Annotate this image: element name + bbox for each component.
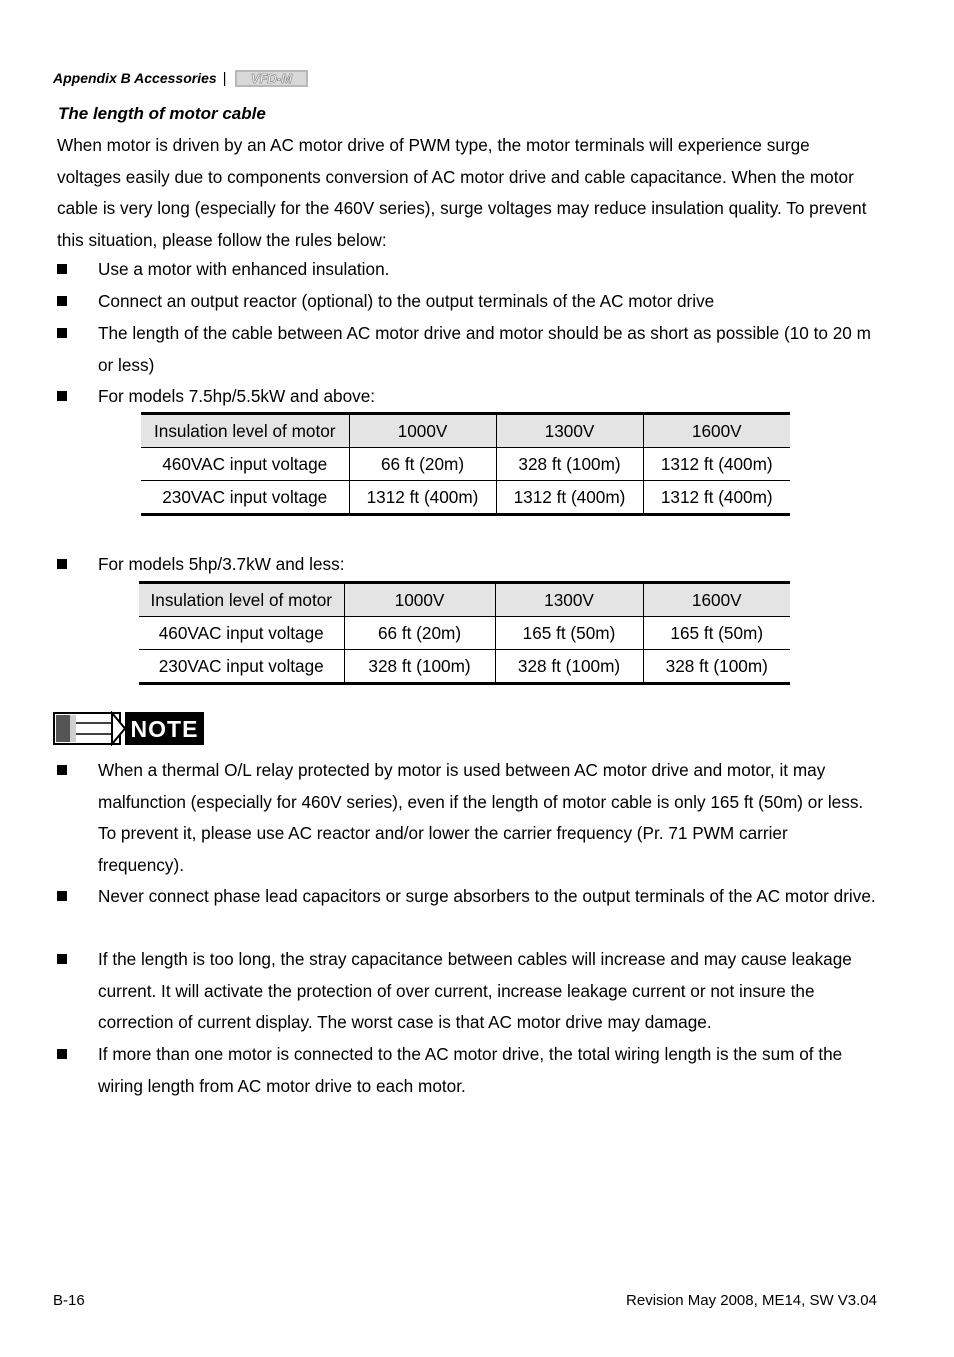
- table-cell: 328 ft (100m): [496, 448, 643, 481]
- page-header: [53, 67, 308, 89]
- bullet-square-icon: [57, 264, 67, 274]
- cable-length-table-large-models: [141, 412, 790, 516]
- bullet-square-icon: [57, 891, 67, 901]
- bullet-square-icon: [57, 296, 67, 306]
- list-item: [57, 318, 877, 381]
- table-cell: 230VAC input voltage: [139, 650, 344, 684]
- bullet-square-icon: [57, 391, 67, 401]
- table-cell: 1312 ft (400m): [643, 481, 790, 515]
- table-header-cell: 1600V: [643, 583, 790, 617]
- table-cell: 165 ft (50m): [643, 617, 790, 650]
- table-header-cell: 1600V: [643, 414, 790, 448]
- table-cell: 328 ft (100m): [344, 650, 495, 684]
- list-item: [57, 286, 877, 318]
- list-item: [57, 254, 877, 286]
- note-item-text: When a thermal O/L relay protected by motor is used between AC motor drive and motor, it may malfunction (especially for 460V series), even if the length of motor cable is only 165 ft (50m) or less. To prevent it, please use AC reactor and/or lower the carrier frequency (Pr. 71 PWM carrier frequency).: [98, 760, 864, 875]
- intro-paragraph: When motor is driven by an AC motor drive of PWM type, the motor terminals will experience surge voltages easily due to components conversion of AC motor drive and cable capacitance. When the motor cable is very long (especially for the 460V series), surge voltages may reduce insulation quality. To prevent this situation, please follow the rules below:: [57, 135, 867, 250]
- table-cell: 460VAC input voltage: [139, 617, 344, 650]
- note-item-text: If the length is too long, the stray capacitance between cables will increase and may cause leakage current. It will activate the protection of over current, increase leakage current or not insure the correction of current display. The worst case is that AC motor drive may damage.: [98, 949, 852, 1032]
- list-item-text: Connect an output reactor (optional) to the output terminals of the AC motor drive: [98, 291, 715, 311]
- list-item: [57, 549, 877, 581]
- table-cell: 328 ft (100m): [643, 650, 790, 684]
- header-separator: |: [222, 69, 227, 87]
- revision-info: Revision May 2008, ME14, SW V3.04: [626, 1292, 877, 1309]
- note-item: [57, 944, 877, 1039]
- table-cell: 66 ft (20m): [349, 448, 496, 481]
- table-header-cell: 1000V: [349, 414, 496, 448]
- table-row: [141, 448, 790, 481]
- note-pencil-icon: [53, 711, 205, 746]
- table-cell: 328 ft (100m): [495, 650, 643, 684]
- bullet-square-icon: [57, 1049, 67, 1059]
- list-item-text: For models 5hp/3.7kW and less:: [98, 554, 345, 574]
- table-header-row: [141, 414, 790, 448]
- bullet-square-icon: [57, 559, 67, 569]
- note-item: [57, 881, 877, 913]
- table-header-cell: 1300V: [495, 583, 643, 617]
- note-item: [57, 1039, 877, 1102]
- note-item: [57, 755, 877, 881]
- bullet-square-icon: [57, 765, 67, 775]
- table-cell: 1312 ft (400m): [643, 448, 790, 481]
- table-cell: 66 ft (20m): [344, 617, 495, 650]
- svg-text:VFD-M: VFD-M: [250, 70, 292, 86]
- page-number: B-16: [53, 1292, 85, 1309]
- table-cell: 1312 ft (400m): [349, 481, 496, 515]
- table-row: [139, 617, 790, 650]
- header-section: Appendix B Accessories: [53, 70, 217, 86]
- table-cell: 1312 ft (400m): [496, 481, 643, 515]
- note-item-text: Never connect phase lead capacitors or surge absorbers to the output terminals of the AC motor drive.: [98, 886, 876, 906]
- list-item-text: For models 7.5hp/5.5kW and above:: [98, 386, 376, 406]
- table-header-cell: Insulation level of motor: [141, 414, 349, 448]
- bullet-square-icon: [57, 328, 67, 338]
- svg-text:NOTE: NOTE: [130, 716, 199, 742]
- table-header-row: [139, 583, 790, 617]
- list-item-text: Use a motor with enhanced insulation.: [98, 259, 390, 279]
- list-item-text: The length of the cable between AC motor drive and motor should be as short as possible (10 to 20 m or less): [98, 323, 871, 375]
- vfd-m-logo-icon: [235, 70, 308, 87]
- bullet-square-icon: [57, 954, 67, 964]
- section-title: The length of motor cable: [58, 104, 266, 123]
- note-item-text: If more than one motor is connected to the AC motor drive, the total wiring length is the sum of the wiring length from AC motor drive to each motor.: [98, 1044, 843, 1096]
- list-item: [57, 381, 877, 413]
- table-cell: 230VAC input voltage: [141, 481, 349, 515]
- table-cell: 460VAC input voltage: [141, 448, 349, 481]
- table-header-cell: 1000V: [344, 583, 495, 617]
- table-row: [141, 481, 790, 515]
- table-header-cell: Insulation level of motor: [139, 583, 344, 617]
- table-cell: 165 ft (50m): [495, 617, 643, 650]
- table-header-cell: 1300V: [496, 414, 643, 448]
- table-row: [139, 650, 790, 684]
- cable-length-table-small-models: [139, 581, 790, 685]
